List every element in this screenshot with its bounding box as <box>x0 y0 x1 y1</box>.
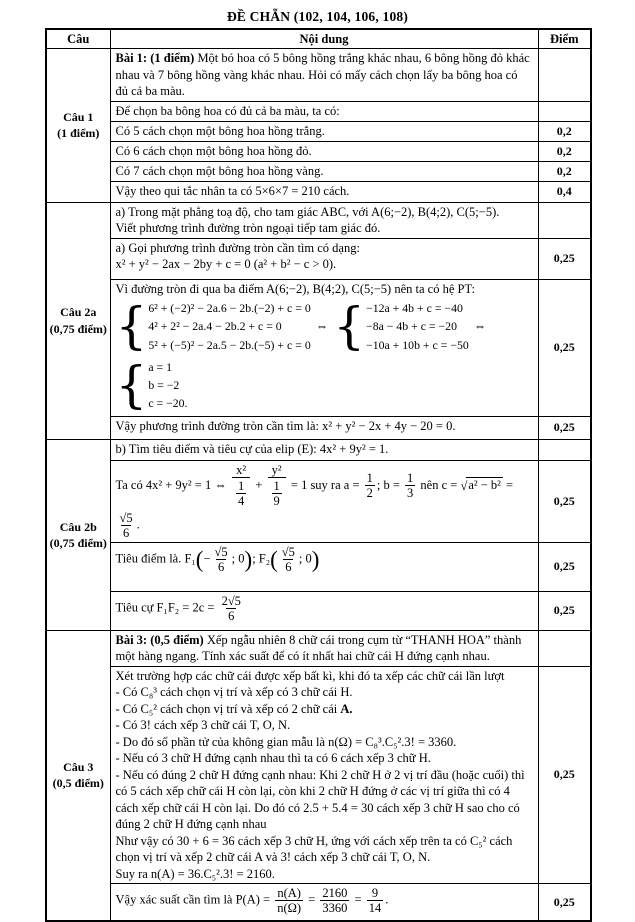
content-line <box>116 717 533 734</box>
text-run: Vậy xác suất cần tìm là P(A) = <box>115 892 274 907</box>
fraction-numerator: 2160 <box>322 886 348 901</box>
table-row <box>46 630 591 666</box>
fraction-numerator: √5 <box>119 510 133 525</box>
content-line <box>116 544 533 575</box>
fraction-numerator: y² <box>271 462 282 477</box>
content-cell <box>110 181 538 202</box>
text-run: Một bó hoa có 5 bông hồng trắng khác nhau, 6 bông hồng đỏ khác nhau và 7 bông hồng vàng khác nhau. Hỏi có mấy cách chọn lấy ba bông hoa có đủ cả ba màu. <box>115 51 530 98</box>
fraction <box>365 471 375 500</box>
fraction-denominator: 14 <box>368 901 382 916</box>
text-run: Có 7 cách chọn một bông hoa hồng vàng. <box>115 163 324 178</box>
question-number: Câu 2b <box>59 519 97 534</box>
content-cell <box>110 630 538 666</box>
content-line <box>116 701 533 718</box>
system-equation: a = 1 <box>148 359 172 374</box>
text-run: = 1 suy ra a = <box>287 477 363 492</box>
points-cell: 0,25 <box>538 542 591 591</box>
table-row <box>46 238 591 279</box>
system-equation: −8a − 4b + c = −20 <box>366 319 457 334</box>
text-run: Tiêu cự F₁F₂ = 2c = <box>115 600 218 615</box>
question-points-label: (0,75 điểm) <box>49 535 107 550</box>
fraction-numerator: x² <box>236 462 247 477</box>
system-equation: −12a + 4b + c = −40 <box>366 301 463 315</box>
fraction-numerator: 1 <box>273 478 280 493</box>
question-number: Câu 1 <box>63 110 94 125</box>
big-paren: ) <box>311 546 320 572</box>
fraction-numerator: 2√5 <box>221 593 241 608</box>
system-equation: 5² + (−5)² − 2a.5 − 2b.(−5) + c = 0 <box>148 337 311 352</box>
text-run: Xét trường hợp các chữ cái được xếp bất kì, khi đó ta xếp các chữ cái lần lượt <box>115 668 505 683</box>
content-line <box>116 297 533 415</box>
content-line <box>116 103 533 120</box>
points-cell <box>538 49 591 102</box>
fraction-denominator: 3360 <box>322 901 348 916</box>
text-run: Suy ra n(A) = 36.C₅².3! = 2160. <box>115 866 275 881</box>
text-run: - Nếu có 3 chữ H đứng cạnh nhau thì ta có 6 cách xếp 3 chữ H. <box>115 751 431 766</box>
text-run: b) Tìm tiêu điểm và tiêu cự của elip (E): 4x² + 9y² = 1. <box>115 441 389 456</box>
content-line <box>116 767 533 833</box>
table-row <box>46 121 591 141</box>
content-line <box>116 668 533 685</box>
content-cell <box>110 884 538 922</box>
content-cell <box>110 416 538 439</box>
content-line <box>116 833 533 866</box>
text-run: - Có 3! cách xếp 3 chữ cái T, O, N. <box>115 718 291 733</box>
big-paren: ) <box>244 546 253 572</box>
equation-system <box>116 358 188 413</box>
fraction-numerator: 1 <box>366 471 373 486</box>
points-cell: 0,2 <box>538 141 591 161</box>
fraction <box>118 511 135 540</box>
fraction-numerator: √5 <box>281 544 295 559</box>
content-line <box>116 734 533 751</box>
content-cell <box>110 666 538 884</box>
system-lines <box>148 358 187 413</box>
text-run: . <box>136 517 140 532</box>
points-cell <box>538 202 591 238</box>
fraction-denominator <box>232 477 250 509</box>
content-line <box>116 204 533 221</box>
points-cell <box>538 101 591 121</box>
content-cell <box>110 49 538 102</box>
question-number: Câu 2a <box>60 305 97 320</box>
header-row <box>46 29 591 49</box>
system-brace-icon: { <box>115 356 148 415</box>
question-label-cell <box>46 439 110 630</box>
content-line <box>116 281 533 298</box>
content-cell <box>110 542 538 591</box>
content-line <box>116 50 533 100</box>
content-line <box>116 750 533 767</box>
fraction <box>320 886 349 915</box>
table-row <box>46 884 591 922</box>
points-cell <box>538 439 591 460</box>
column-header-cau: Câu <box>46 29 110 49</box>
content-line <box>116 256 533 273</box>
system-equation: c = −20. <box>148 396 188 411</box>
text-run: - Có C₈³ cách chọn vị trí và xếp có 3 chữ cái H. <box>115 685 353 700</box>
column-header-noidung: Nội dung <box>110 29 538 49</box>
fraction-denominator: 6 <box>285 559 292 574</box>
equivalence-arrow-icon: ⇔ <box>315 319 329 334</box>
table-row <box>46 49 591 102</box>
system-brace-icon: { <box>333 297 366 356</box>
question-label-cell <box>46 202 110 439</box>
bold-text-run: Bài 3: (0,5 điểm) <box>115 632 204 647</box>
question-points-label: (1 điểm) <box>57 126 100 141</box>
system-brace-icon: { <box>115 297 148 356</box>
text-run: = <box>351 892 365 907</box>
text-run: Có 5 cách chọn một bông hoa hồng trắng. <box>115 123 325 138</box>
content-line <box>116 143 533 160</box>
table-row <box>46 202 591 238</box>
content-cell <box>110 121 538 141</box>
fraction-denominator: 3 <box>407 486 414 501</box>
text-run: x² + y² − 2ax − 2by + c = 0 (a² + b² − c > 0). <box>115 257 337 271</box>
table-row <box>46 101 591 121</box>
points-cell: 0,25 <box>538 884 591 922</box>
table-row <box>46 279 591 416</box>
text-run: Tiêu điểm là. F₁ <box>115 551 196 566</box>
fraction-numerator: 9 <box>371 886 379 901</box>
table-row <box>46 666 591 884</box>
text-run: a) Trong mặt phẳng toạ độ, cho tam giác ABC, với A(6;−2), B(4;2), C(5;−5). <box>115 204 500 219</box>
system-equation: b = −2 <box>148 378 180 393</box>
table-row <box>46 460 591 542</box>
question-points-label: (0,75 điểm) <box>49 321 107 336</box>
points-cell: 0,2 <box>538 121 591 141</box>
text-run: nên c = <box>417 477 461 492</box>
fraction <box>268 463 286 509</box>
fraction-denominator: 4 <box>237 493 245 508</box>
points-cell: 0,25 <box>538 666 591 884</box>
table-row <box>46 542 591 591</box>
fraction <box>232 463 250 509</box>
text-run: ; F₂ <box>252 551 271 566</box>
fraction <box>405 471 415 500</box>
fraction <box>367 886 384 915</box>
text-run: Để chọn ba bông hoa có đủ cả ba màu, ta có: <box>115 103 340 118</box>
table-row <box>46 439 591 460</box>
answer-table-body <box>46 49 591 922</box>
table-row <box>46 181 591 202</box>
question-number: Câu 3 <box>63 760 94 775</box>
content-line <box>116 183 533 200</box>
fraction-denominator: 6 <box>228 608 235 623</box>
content-cell <box>110 141 538 161</box>
table-row <box>46 591 591 630</box>
fraction-numerator: 1 <box>407 471 414 486</box>
text-run: Như vậy có 30 + 6 = 36 cách xếp 3 chữ H, ứng với cách xếp trên ta có C₅² cách chọn vị trí và xếp 2 chữ cái A và 3! cách xếp 3 chữ cái T, O, N. <box>115 833 513 865</box>
points-cell: 0,25 <box>538 591 591 630</box>
content-cell <box>110 202 538 238</box>
points-cell <box>538 630 591 666</box>
text-run: - Có C₅² cách chọn vị trí và xếp có 2 chữ cái <box>115 701 341 716</box>
answer-key-table <box>45 28 592 922</box>
text-run: = <box>502 477 514 492</box>
text-run: − <box>203 551 211 566</box>
fraction-numerator: √5 <box>214 544 228 559</box>
equation-system <box>116 299 311 354</box>
content-line <box>116 632 533 665</box>
content-line <box>116 418 533 435</box>
text-run: ; 0 <box>231 551 245 566</box>
fraction <box>220 594 243 623</box>
points-cell: 0,25 <box>538 416 591 439</box>
bold-text-run: Bài 1: (1 điểm) <box>115 51 195 65</box>
fraction-numerator: 1 <box>237 478 245 493</box>
fraction <box>280 545 297 574</box>
fraction-denominator: 2 <box>366 486 373 501</box>
content-line <box>116 163 533 180</box>
content-cell <box>110 279 538 416</box>
fraction-denominator <box>268 477 286 509</box>
content-line <box>116 123 533 140</box>
content-line <box>116 593 533 624</box>
content-line <box>116 441 533 458</box>
table-row <box>46 416 591 439</box>
text-run: Ta có 4x² + 9y² = 1 ⇔ <box>115 477 230 492</box>
text-run: . <box>385 892 389 907</box>
text-run: - Nếu có đúng 2 chữ H đứng cạnh nhau: Khi 2 chữ H ở 2 vị trí đầu (hoặc cuối) thì có 5 cách xếp chữ cái H còn lại, còn khi 2 chữ H đứng ở các vị trí giữa thì có 4 cách xếp chữ cái H còn lại. Do đó có 2.5 + 5.4 = 30 cách xếp 3 chữ H sao cho có đúng 2 chữ H đứng cạnh nhau <box>115 767 525 832</box>
fraction-denominator: 6 <box>122 525 130 540</box>
fraction <box>272 479 282 508</box>
fraction <box>236 479 246 508</box>
text-run: ; b = <box>376 477 404 492</box>
content-line <box>116 240 533 257</box>
points-cell: 0,2 <box>538 161 591 181</box>
system-equation: 4² + 2² − 2a.4 − 2b.2 + c = 0 <box>148 319 282 334</box>
content-line <box>116 866 533 883</box>
radicand: a² − b² <box>468 477 501 492</box>
equivalence-arrow-icon: ⇔ <box>473 319 487 334</box>
fraction-denominator: n(Ω) <box>277 901 302 916</box>
points-cell: 0,25 <box>538 460 591 542</box>
content-cell <box>110 101 538 121</box>
fraction-denominator: 9 <box>273 493 280 508</box>
fraction <box>275 886 303 915</box>
radical-sign: √ <box>460 478 468 493</box>
text-run: Có 6 cách chọn một bông hoa hồng đỏ. <box>115 143 312 158</box>
system-lines <box>148 299 310 354</box>
content-line <box>116 684 533 701</box>
points-cell: 0,25 <box>538 238 591 279</box>
system-equation: 6² + (−2)² − 2a.6 − 2b.(−2) + c = 0 <box>148 301 311 315</box>
content-cell <box>110 591 538 630</box>
equation-system <box>333 299 469 354</box>
text-run: Vậy phương trình đường tròn cần tìm là: x² + y² − 2x + 4y − 20 = 0. <box>115 418 456 433</box>
points-cell: 0,4 <box>538 181 591 202</box>
content-cell <box>110 161 538 181</box>
bold-text-run: A. <box>340 701 353 716</box>
table-row <box>46 141 591 161</box>
column-header-diem: Điểm <box>538 29 591 49</box>
content-line <box>116 885 533 916</box>
text-run: Vậy theo qui tắc nhân ta có 5×6×7 = 210 cách. <box>115 183 350 198</box>
big-paren: ( <box>195 546 204 572</box>
question-points-label: (0,5 điểm) <box>52 776 104 791</box>
text-run: ; 0 <box>298 551 312 566</box>
points-cell: 0,25 <box>538 279 591 416</box>
content-line <box>116 220 533 237</box>
fraction-numerator: n(A) <box>277 886 301 901</box>
text-run: Viết phương trình đường tròn ngoại tiếp tam giác đó. <box>115 221 381 235</box>
document-title: ĐỀ CHẴN (102, 104, 106, 108) <box>226 9 409 24</box>
text-run: Xếp ngẫu nhiên 8 chữ cái trong cụm từ “THANH HOA” thành một hàng ngang. Tính xác suất để có ít nhất hai chữ cái H đứng cạnh nhau. <box>115 632 522 664</box>
content-cell <box>110 439 538 460</box>
big-paren: ( <box>270 546 278 572</box>
content-line <box>116 462 533 541</box>
question-label-cell <box>46 630 110 921</box>
content-cell <box>110 460 538 542</box>
text-run: + <box>252 477 266 492</box>
system-equation: −10a + 10b + c = −50 <box>366 337 469 352</box>
radical <box>460 478 502 492</box>
text-run: Vì đường tròn đi qua ba điểm A(6;−2), B(4;2), C(5;−5) nên ta có hệ PT: <box>115 281 475 296</box>
fraction-denominator: 6 <box>217 559 225 574</box>
content-cell <box>110 238 538 279</box>
text-run: = <box>305 892 319 907</box>
question-label-cell <box>46 49 110 203</box>
text-run: a) Gọi phương trình đường tròn cần tìm có dạng: <box>115 240 360 255</box>
fraction <box>213 545 230 574</box>
system-lines <box>366 299 469 354</box>
table-row <box>46 161 591 181</box>
text-run: - Do đó số phần tử của không gian mẫu là n(Ω) = C₈³.C₅².3! = 3360. <box>115 734 457 749</box>
